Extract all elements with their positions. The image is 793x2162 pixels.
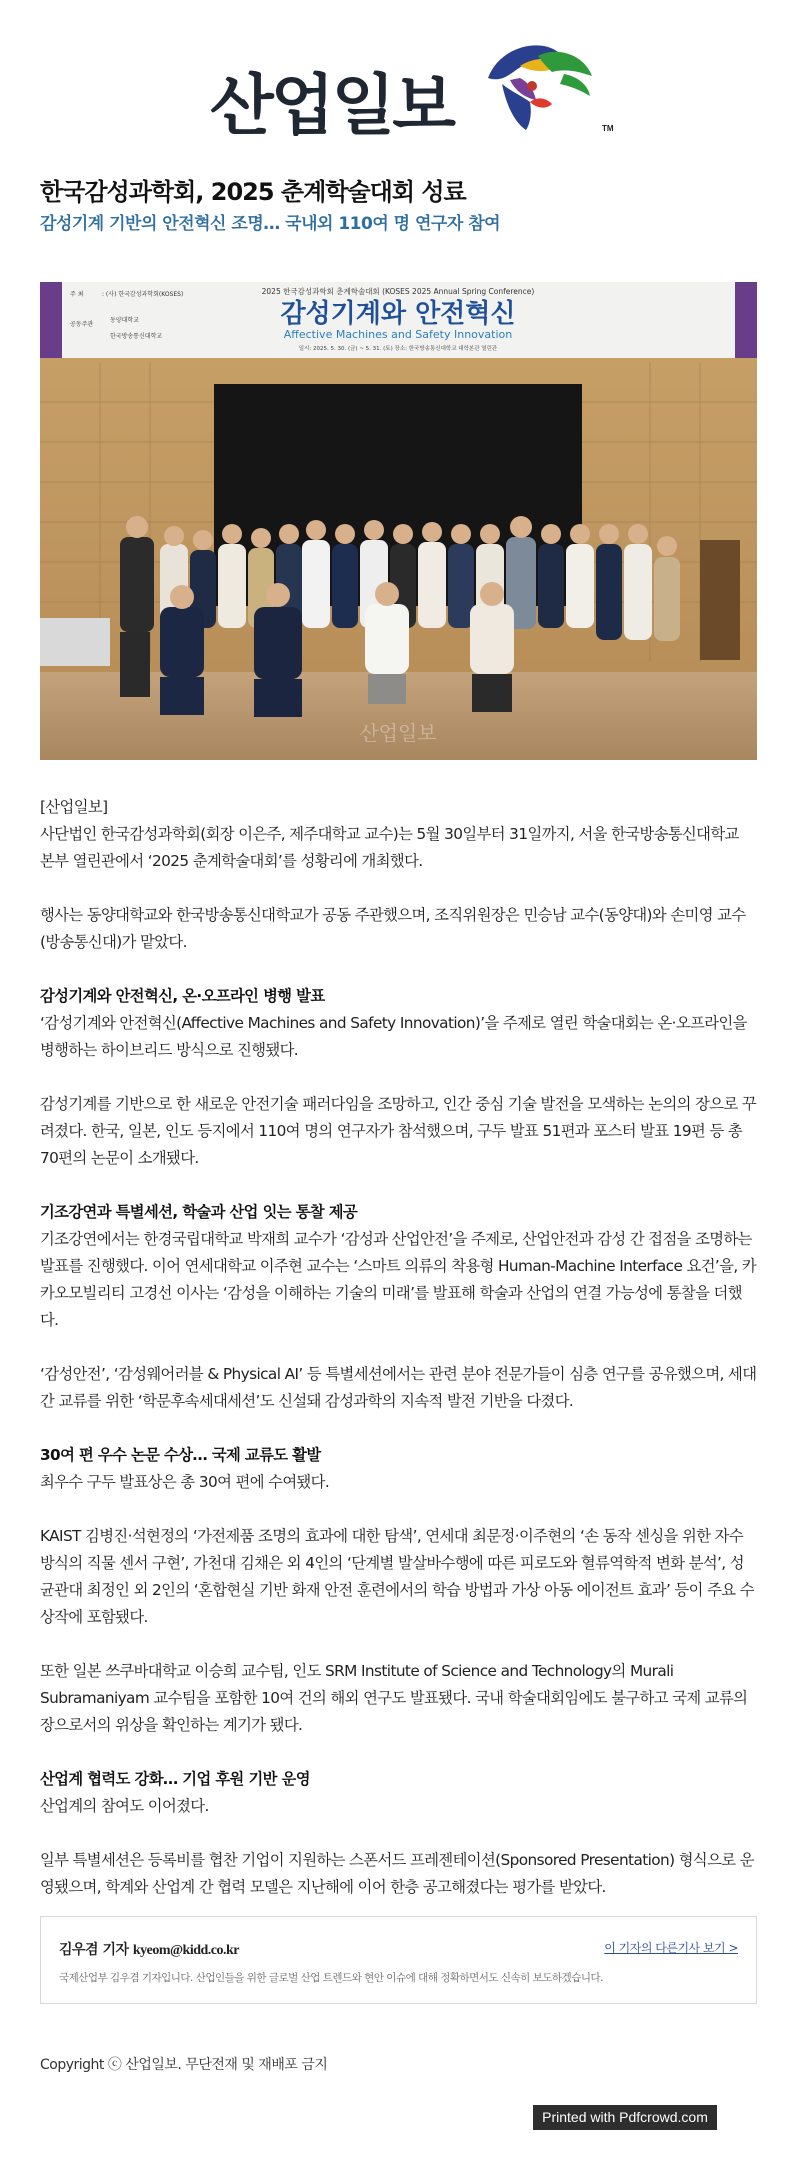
article-paragraph: 행사는 동양대학교와 한국방송통신대학교가 공동 주관했으며, 조직위원장은 민승남 교수(동양대)와 손미영 교수(방송통신대)가 맡았다. bbox=[40, 906, 746, 951]
article-paragraph: ‘감성기계와 안전혁신(Affective Machines and Safety Innovation)’을 주제로 열린 학술대회는 온·오프라인을 병행하는 하이브리드 방식으로 진행됐다. bbox=[40, 1014, 747, 1059]
article-paragraph: 사단법인 한국감성과학회(회장 이은주, 제주대학교 교수)는 5월 30일부터 31일까지, 서울 한국방송통신대학교 본부 열린관에서 ‘2025 춘계학술대회’를 성황리에 개최했다. bbox=[40, 825, 739, 870]
article-paragraph: 기조강연에서는 한경국립대학교 박재희 교수가 ‘감성과 산업안전’을 주제로, 산업안전과 감성 간 접점을 조명하는 발표를 진행했다. 이어 연세대학교 이주현 교수는 ‘스마트 의류의 착용형 Human-Machine Interface 요건’을, 카카오모빌리티 고경선 이사는 ‘감성을 이해하는 기술의 미래’를 발표해 학술과 산업의 연결 가능성에 통찰을 더했다. bbox=[40, 1230, 757, 1329]
banner-top-text: 2025 한국감성과학회 춘계학술대회 (KOSES 2025 Annual Spring Conference) bbox=[261, 287, 535, 296]
photo-watermark: 산업일보 bbox=[359, 721, 437, 745]
copyright-notice: Copyright ⓒ 산업일보. 무단전재 및 재배포 금지 bbox=[40, 2057, 328, 2073]
article-paragraph: 감성기계를 기반으로 한 새로운 안전기술 패러다임을 조망하고, 인간 중심 기술 발전을 모색하는 논의의 장으로 꾸려졌다. 한국, 일본, 인도 등지에서 110여 명의 연구자가 참석했으며, 구두 발표 51편과 포스터 발표 19편 등 총 70편의 논문이 소개됐다. bbox=[40, 1095, 757, 1167]
trademark-mark: TM bbox=[602, 124, 614, 133]
site-logo-text[interactable]: 산업일보 bbox=[210, 67, 454, 144]
conference-group-photo bbox=[40, 282, 757, 760]
masthead bbox=[40, 0, 757, 150]
page bbox=[40, 0, 757, 2073]
banner-host-value: : (사) 한국감성과학회(KOSES) bbox=[102, 291, 184, 298]
section-heading: 30여 편 우수 논문 수상… 국제 교류도 활발 bbox=[40, 1446, 321, 1464]
article-paragraph: KAIST 김병진·석현정의 ‘가전제품 조명의 효과에 대한 탐색’, 연세대 최문정·이주현의 ‘손 동작 센싱을 위한 자수 방식의 직물 센서 구현’, 가천대 김채은 외 4인의 ‘단계별 발살바수행에 따른 피로도와 혈류역학적 변화 분석’, 성균관대 최정인 외 2인의 ‘혼합현실 기반 화재 안전 훈련에서의 학습 방법과 가상 아동 에이전트 효과’ 등이 주요 수상작에 포함됐다. bbox=[40, 1527, 754, 1626]
reporter-more-articles-link[interactable]: 이 기자의 다른기사 보기 > bbox=[604, 1941, 738, 1955]
reporter-name-line bbox=[59, 1939, 239, 1959]
article-paragraph: 일부 특별세션은 등록비를 협찬 기업이 지원하는 스폰서드 프레젠테이션(Sponsored Presentation) 형식으로 운영됐으며, 학계와 산업계 간 협력 모델은 지난해에 이어 한층 공고해졌다는 평가를 받았다. bbox=[40, 1851, 754, 1896]
banner-cohost-2: 한국방송통신대학교 bbox=[110, 333, 163, 340]
banner-date-place: 일시: 2025. 5. 30. (금) ~ 5. 31. (토) 장소: 한국방송통신대학교 대학본관 열린관 bbox=[298, 346, 498, 352]
article-paragraph: ‘감성안전’, ‘감성웨어러블 & Physical AI’ 등 특별세션에서는 관련 분야 전문가들이 심층 연구를 공유했으며, 세대 간 교류를 위한 ‘학문후속세대세션’도 신설돼 감성과학의 지속적 발전 기반을 다졌다. bbox=[40, 1365, 757, 1410]
section-heading: 산업계 협력도 강화… 기업 후원 기반 운영 bbox=[40, 1770, 310, 1788]
article-paragraph: 최우수 구두 발표상은 총 30여 편에 수여됐다. bbox=[40, 1473, 330, 1491]
section-heading: 감성기계와 안전혁신, 온·오프라인 병행 발표 bbox=[40, 987, 325, 1005]
banner-cohost-1: 동양대학교 bbox=[110, 317, 139, 324]
reporter-box bbox=[40, 1916, 757, 2004]
banner-host-label: 주 최 bbox=[70, 291, 84, 298]
reporter-email[interactable]: kyeom@kidd.co.kr bbox=[132, 1943, 240, 1958]
logo-figure-icon bbox=[480, 38, 600, 138]
banner-subtitle: Affective Machines and Safety Innovation bbox=[283, 328, 513, 341]
article-photo bbox=[40, 282, 757, 760]
banner-title: 감성기계와 안전혁신 bbox=[280, 299, 516, 329]
article-subhead: 감성기계 기반의 안전혁신 조명… 국내외 110여 명 연구자 참여 bbox=[40, 214, 501, 234]
article-paragraph: 또한 일본 쓰쿠바대학교 이승희 교수팀, 인도 SRM Institute of Science and Technology의 Murali Subramaniyam 교수팀을 포함한 10여 건의 해외 연구도 발표됐다. 국내 학술대회임에도 불구하고 국제 교류의 장으로서의 위상을 확인하는 계기가 됐다. bbox=[40, 1662, 748, 1734]
section-heading: 기조강연과 특별세션, 학술과 산업 잇는 통찰 제공 bbox=[40, 1203, 358, 1221]
article-body bbox=[40, 794, 757, 1928]
article-headline: 한국감성과학회, 2025 춘계학술대회 성료 bbox=[40, 178, 466, 206]
reporter-name: 김우겸 기자 bbox=[59, 1942, 129, 1958]
article-paragraph: 산업계의 참여도 이어졌다. bbox=[40, 1797, 209, 1815]
banner-cohost-label: 공동주관 bbox=[70, 321, 94, 328]
reporter-description: 국제산업부 김우겸 기자입니다. 산업인들을 위한 글로벌 산업 트렌드와 현안 이슈에 대해 정확하면서도 신속히 보도하겠습니다. bbox=[59, 1972, 603, 1984]
printed-with-badge[interactable]: Printed with Pdfcrowd.com bbox=[533, 2105, 717, 2130]
article-paragraph: [산업일보] bbox=[40, 798, 108, 816]
